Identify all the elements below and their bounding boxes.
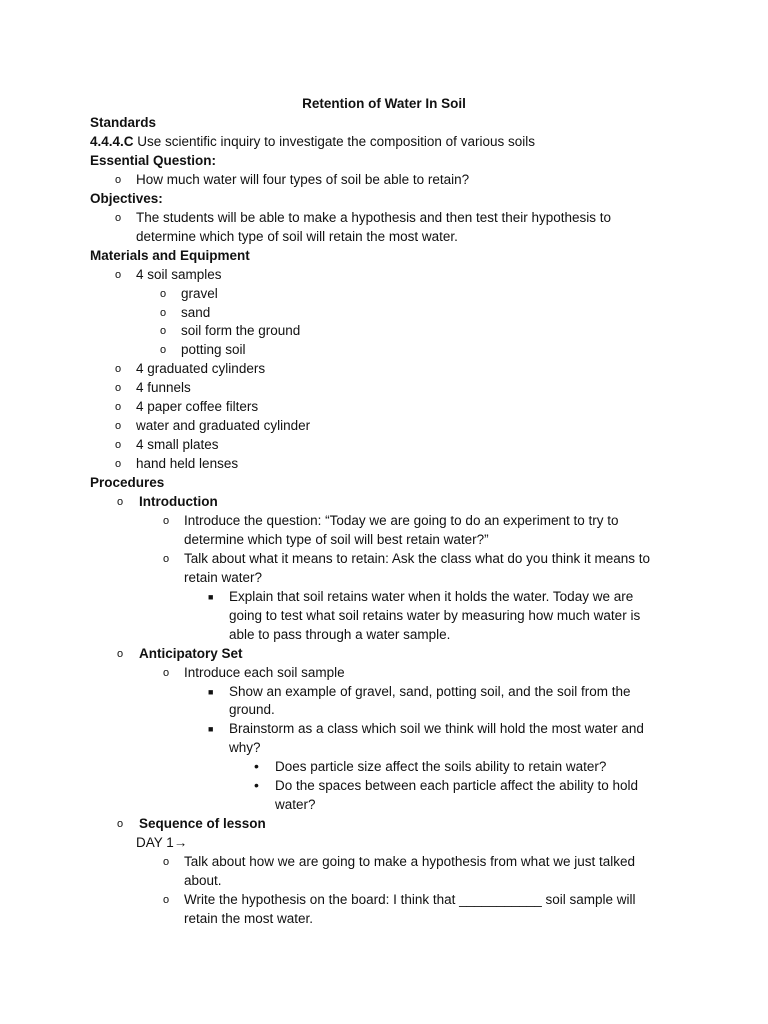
material-item: 4 graduated cylinders xyxy=(136,361,266,376)
brainstorm-line-2: why? xyxy=(229,740,261,755)
material-item: water and graduated cylinder xyxy=(136,418,311,433)
explain-line-3: able to pass through a water sample. xyxy=(229,627,451,642)
objective-line-2: determine which type of soil will retain the most water. xyxy=(136,229,458,244)
circle-bullet-icon: o xyxy=(115,401,122,413)
circle-bullet-icon: o xyxy=(115,174,122,186)
intro-retain-line-1: Talk about what it means to retain: Ask the class what do you think it means to xyxy=(184,551,650,566)
circle-bullet-icon: o xyxy=(115,420,122,432)
show-example-line-1: Show an example of gravel, sand, potting soil, and the soil from the xyxy=(229,684,631,699)
sequence-item-1-line-2: about. xyxy=(184,873,222,888)
standards-line xyxy=(90,132,535,151)
circle-bullet-icon: o xyxy=(115,269,122,281)
dot-bullet-icon: • xyxy=(254,777,259,793)
circle-bullet-icon: o xyxy=(117,648,124,660)
sequence-item-2-line-1: Write the hypothesis on the board: I think that ___________ soil sample will xyxy=(184,892,636,907)
intro-question-line-1: Introduce the question: “Today we are going to do an experiment to try to xyxy=(184,513,619,528)
standards-heading: Standards xyxy=(90,115,157,130)
essential-question-item: How much water will four types of soil be able to retain? xyxy=(136,172,470,187)
anticipatory-item: Introduce each soil sample xyxy=(184,665,345,680)
circle-bullet-icon: o xyxy=(115,382,122,394)
circle-bullet-icon: o xyxy=(163,856,170,868)
sequence-item-2-line-2: retain the most water. xyxy=(184,911,314,926)
standard-text: Use scientific inquiry to investigate the composition of various soils xyxy=(133,134,535,149)
anticipatory-set-heading: Anticipatory Set xyxy=(139,646,243,661)
circle-bullet-icon: o xyxy=(163,667,170,679)
intro-retain-line-2: retain water? xyxy=(184,570,263,585)
square-bullet-icon: ■ xyxy=(208,724,214,734)
objective-line-1: The students will be able to make a hypothesis and then test their hypothesis to xyxy=(136,210,612,225)
soil-type-item: gravel xyxy=(181,286,218,301)
material-item: 4 paper coffee filters xyxy=(136,399,259,414)
square-bullet-icon: ■ xyxy=(208,592,214,602)
circle-bullet-icon: o xyxy=(115,212,122,224)
circle-bullet-icon: o xyxy=(117,496,124,508)
circle-bullet-icon: o xyxy=(115,439,122,451)
soil-type-item: potting soil xyxy=(181,342,246,357)
circle-bullet-icon: o xyxy=(160,288,167,300)
material-soil-samples: 4 soil samples xyxy=(136,267,222,282)
circle-bullet-icon: o xyxy=(163,894,170,906)
circle-bullet-icon: o xyxy=(163,553,170,565)
day-text: DAY 1 xyxy=(136,835,174,850)
material-item: 4 funnels xyxy=(136,380,191,395)
standard-code: 4.4.4.C xyxy=(90,134,134,149)
particle-size-question: Does particle size affect the soils ability to retain water? xyxy=(275,759,607,774)
spaces-question-line-2: water? xyxy=(275,797,316,812)
objectives-heading: Objectives: xyxy=(90,191,163,206)
circle-bullet-icon: o xyxy=(160,325,167,337)
essential-question-heading: Essential Question: xyxy=(90,153,217,168)
circle-bullet-icon: o xyxy=(163,515,170,527)
introduction-heading: Introduction xyxy=(139,494,218,509)
soil-type-item: sand xyxy=(181,305,211,320)
circle-bullet-icon: o xyxy=(115,363,122,375)
sequence-item-1-line-1: Talk about how we are going to make a hypothesis from what we just talked xyxy=(184,854,635,869)
spaces-question-line-1: Do the spaces between each particle affect the ability to hold xyxy=(275,778,638,793)
square-bullet-icon: ■ xyxy=(208,687,214,697)
explain-line-2: going to test what soil retains water by measuring how much water is xyxy=(229,608,641,623)
material-item: hand held lenses xyxy=(136,456,239,471)
circle-bullet-icon: o xyxy=(115,458,122,470)
procedures-heading: Procedures xyxy=(90,475,165,490)
document-title: Retention of Water In Soil xyxy=(302,96,466,111)
material-item: 4 small plates xyxy=(136,437,219,452)
circle-bullet-icon: o xyxy=(117,818,124,830)
intro-question-line-2: determine which type of soil will best retain water?” xyxy=(184,532,489,547)
explain-line-1: Explain that soil retains water when it holds the water. Today we are xyxy=(229,589,634,604)
materials-heading: Materials and Equipment xyxy=(90,248,250,263)
circle-bullet-icon: o xyxy=(160,344,167,356)
soil-type-item: soil form the ground xyxy=(181,323,301,338)
sequence-heading: Sequence of lesson xyxy=(139,816,266,831)
brainstorm-line-1: Brainstorm as a class which soil we think will hold the most water and xyxy=(229,721,644,736)
show-example-line-2: ground. xyxy=(229,702,275,717)
circle-bullet-icon: o xyxy=(160,307,167,319)
right-arrow-icon: → xyxy=(173,835,188,850)
dot-bullet-icon: • xyxy=(254,758,259,774)
day-label xyxy=(136,833,187,852)
